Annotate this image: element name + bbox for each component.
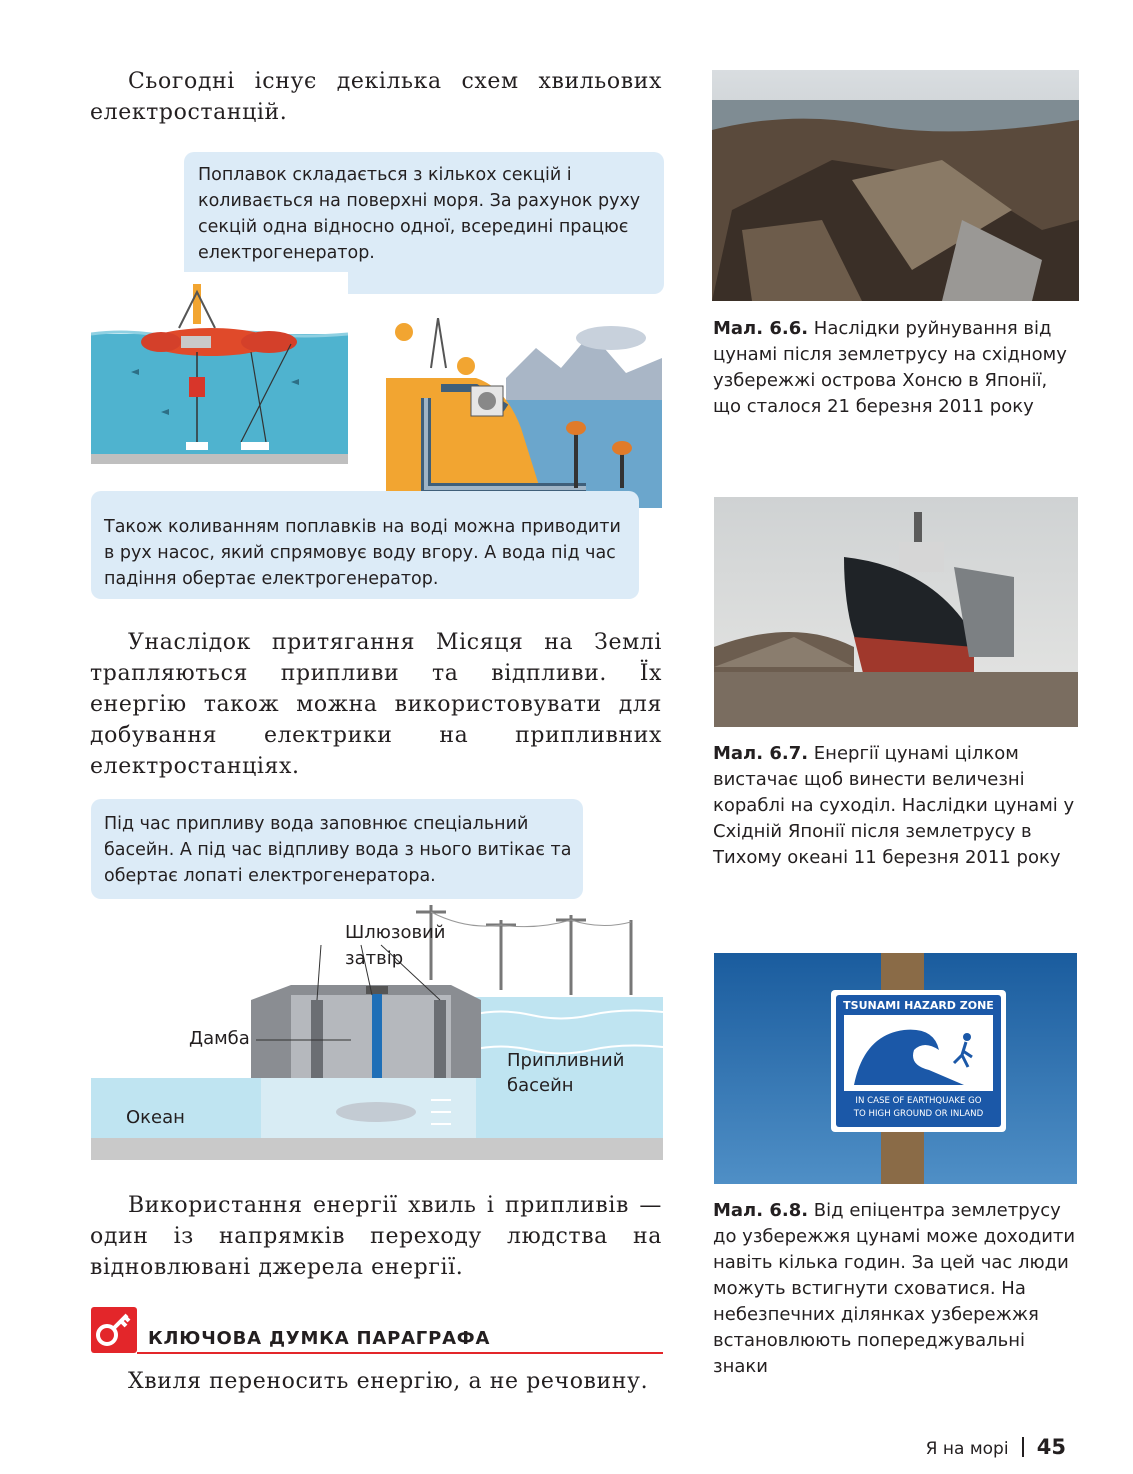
tsunami-sign-photo — [714, 953, 1077, 1184]
dam-label: Дамба — [189, 1028, 250, 1049]
footer-divider — [1022, 1437, 1024, 1457]
sign-title: TSUNAMI HAZARD ZONE — [843, 999, 994, 1012]
caption-6-6-text: Наслідки руйнування від цунамі після землетрусу на східному узбережжі острова Хонсю в Японії, що сталося 21 березня 2011 року — [713, 318, 1067, 417]
float-description-text: Поплавок складається з кількох секцій і коливається на поверхні моря. За рахунок руху секцій одна відносно одної, всередині працює електрогенератор. — [198, 165, 641, 263]
tides-paragraph: Унаслідок притягання Місяця на Землі трапляються припливи та відпливи. Їх енергію також можна використовувати для добування електрики на припливних електростанціях. — [90, 630, 662, 779]
page-number: 45 — [1036, 1435, 1066, 1459]
tide-description-text: Під час припливу вода заповнює спеціальний басейн. А під час відпливу вода з нього витікає та обертає лопаті електрогенератора. — [104, 814, 572, 886]
caption-6-7-text: Енергії цунамі цілком вистачає щоб винести величезні кораблі на суходіл. Наслідки цунамі у Східній Японії після землетрусу в Тихому океані 11 березня 2011 року — [713, 743, 1075, 868]
sign-line-1: IN CASE OF EARTHQUAKE GO — [855, 1096, 982, 1106]
float-generator-diagram — [91, 272, 348, 464]
tide-description-bubble — [91, 799, 583, 899]
key-thought-icon — [91, 1307, 137, 1353]
caption-6-8 — [713, 1198, 1079, 1380]
caption-6-7 — [713, 741, 1079, 871]
tidal-plant-diagram — [91, 900, 663, 1160]
caption-6-6 — [713, 316, 1079, 420]
page-footer — [900, 1435, 1066, 1465]
intro-paragraph: Сьогодні існує декілька схем хвильових електростанцій. — [90, 69, 662, 125]
basin-label-line2: басейн — [507, 1075, 574, 1096]
tsunami-hazard-sign — [831, 990, 1006, 1132]
ocean-label: Океан — [126, 1107, 185, 1128]
gate-label-line1: Шлюзовий — [345, 922, 446, 943]
key-thought-text: Хвиля переносить енергію, а не речовину. — [128, 1369, 649, 1394]
caption-6-8-label: Мал. 6.8. — [713, 1200, 809, 1221]
caption-6-7-label: Мал. 6.7. — [713, 743, 809, 764]
sign-line-2: TO HIGH GROUND OR INLAND — [853, 1109, 984, 1119]
usage-paragraph: Використання енергії хвиль і припливів — один із напрямків переходу людства на відновлювані джерела енергії. — [90, 1193, 662, 1280]
pump-generator-diagram — [386, 318, 662, 508]
wave-icon — [844, 1015, 993, 1091]
pump-description-bubble — [91, 491, 639, 599]
key-icon — [91, 1307, 137, 1353]
gate-label-line2: затвір — [345, 948, 404, 969]
tsunami-destruction-photo — [712, 70, 1079, 301]
key-thought-underline — [137, 1352, 663, 1354]
caption-6-8-text: Від епіцентра землетрусу до узбережжя цунамі може доходити навіть кілька годин. За цей час люди можуть встигнути сховатися. На небезпечних ділянках узбережжя встановлюють попереджувальні знаки — [713, 1200, 1076, 1377]
pump-description-text: Також коливанням поплавків на воді можна приводити в рух насос, який спрямовує воду вгору. А вода під час падіння обертає електрогенератор. — [104, 517, 621, 589]
footer-section: Я на морі — [925, 1439, 1009, 1459]
caption-6-6-label: Мал. 6.6. — [713, 318, 809, 339]
basin-label-line1: Припливний — [507, 1050, 625, 1071]
stranded-ship-photo — [714, 497, 1078, 727]
key-thought-heading: КЛЮЧОВА ДУМКА ПАРАГРАФА — [148, 1328, 491, 1349]
sign-inner — [836, 995, 1001, 1127]
sign-wave-panel — [844, 1015, 993, 1091]
